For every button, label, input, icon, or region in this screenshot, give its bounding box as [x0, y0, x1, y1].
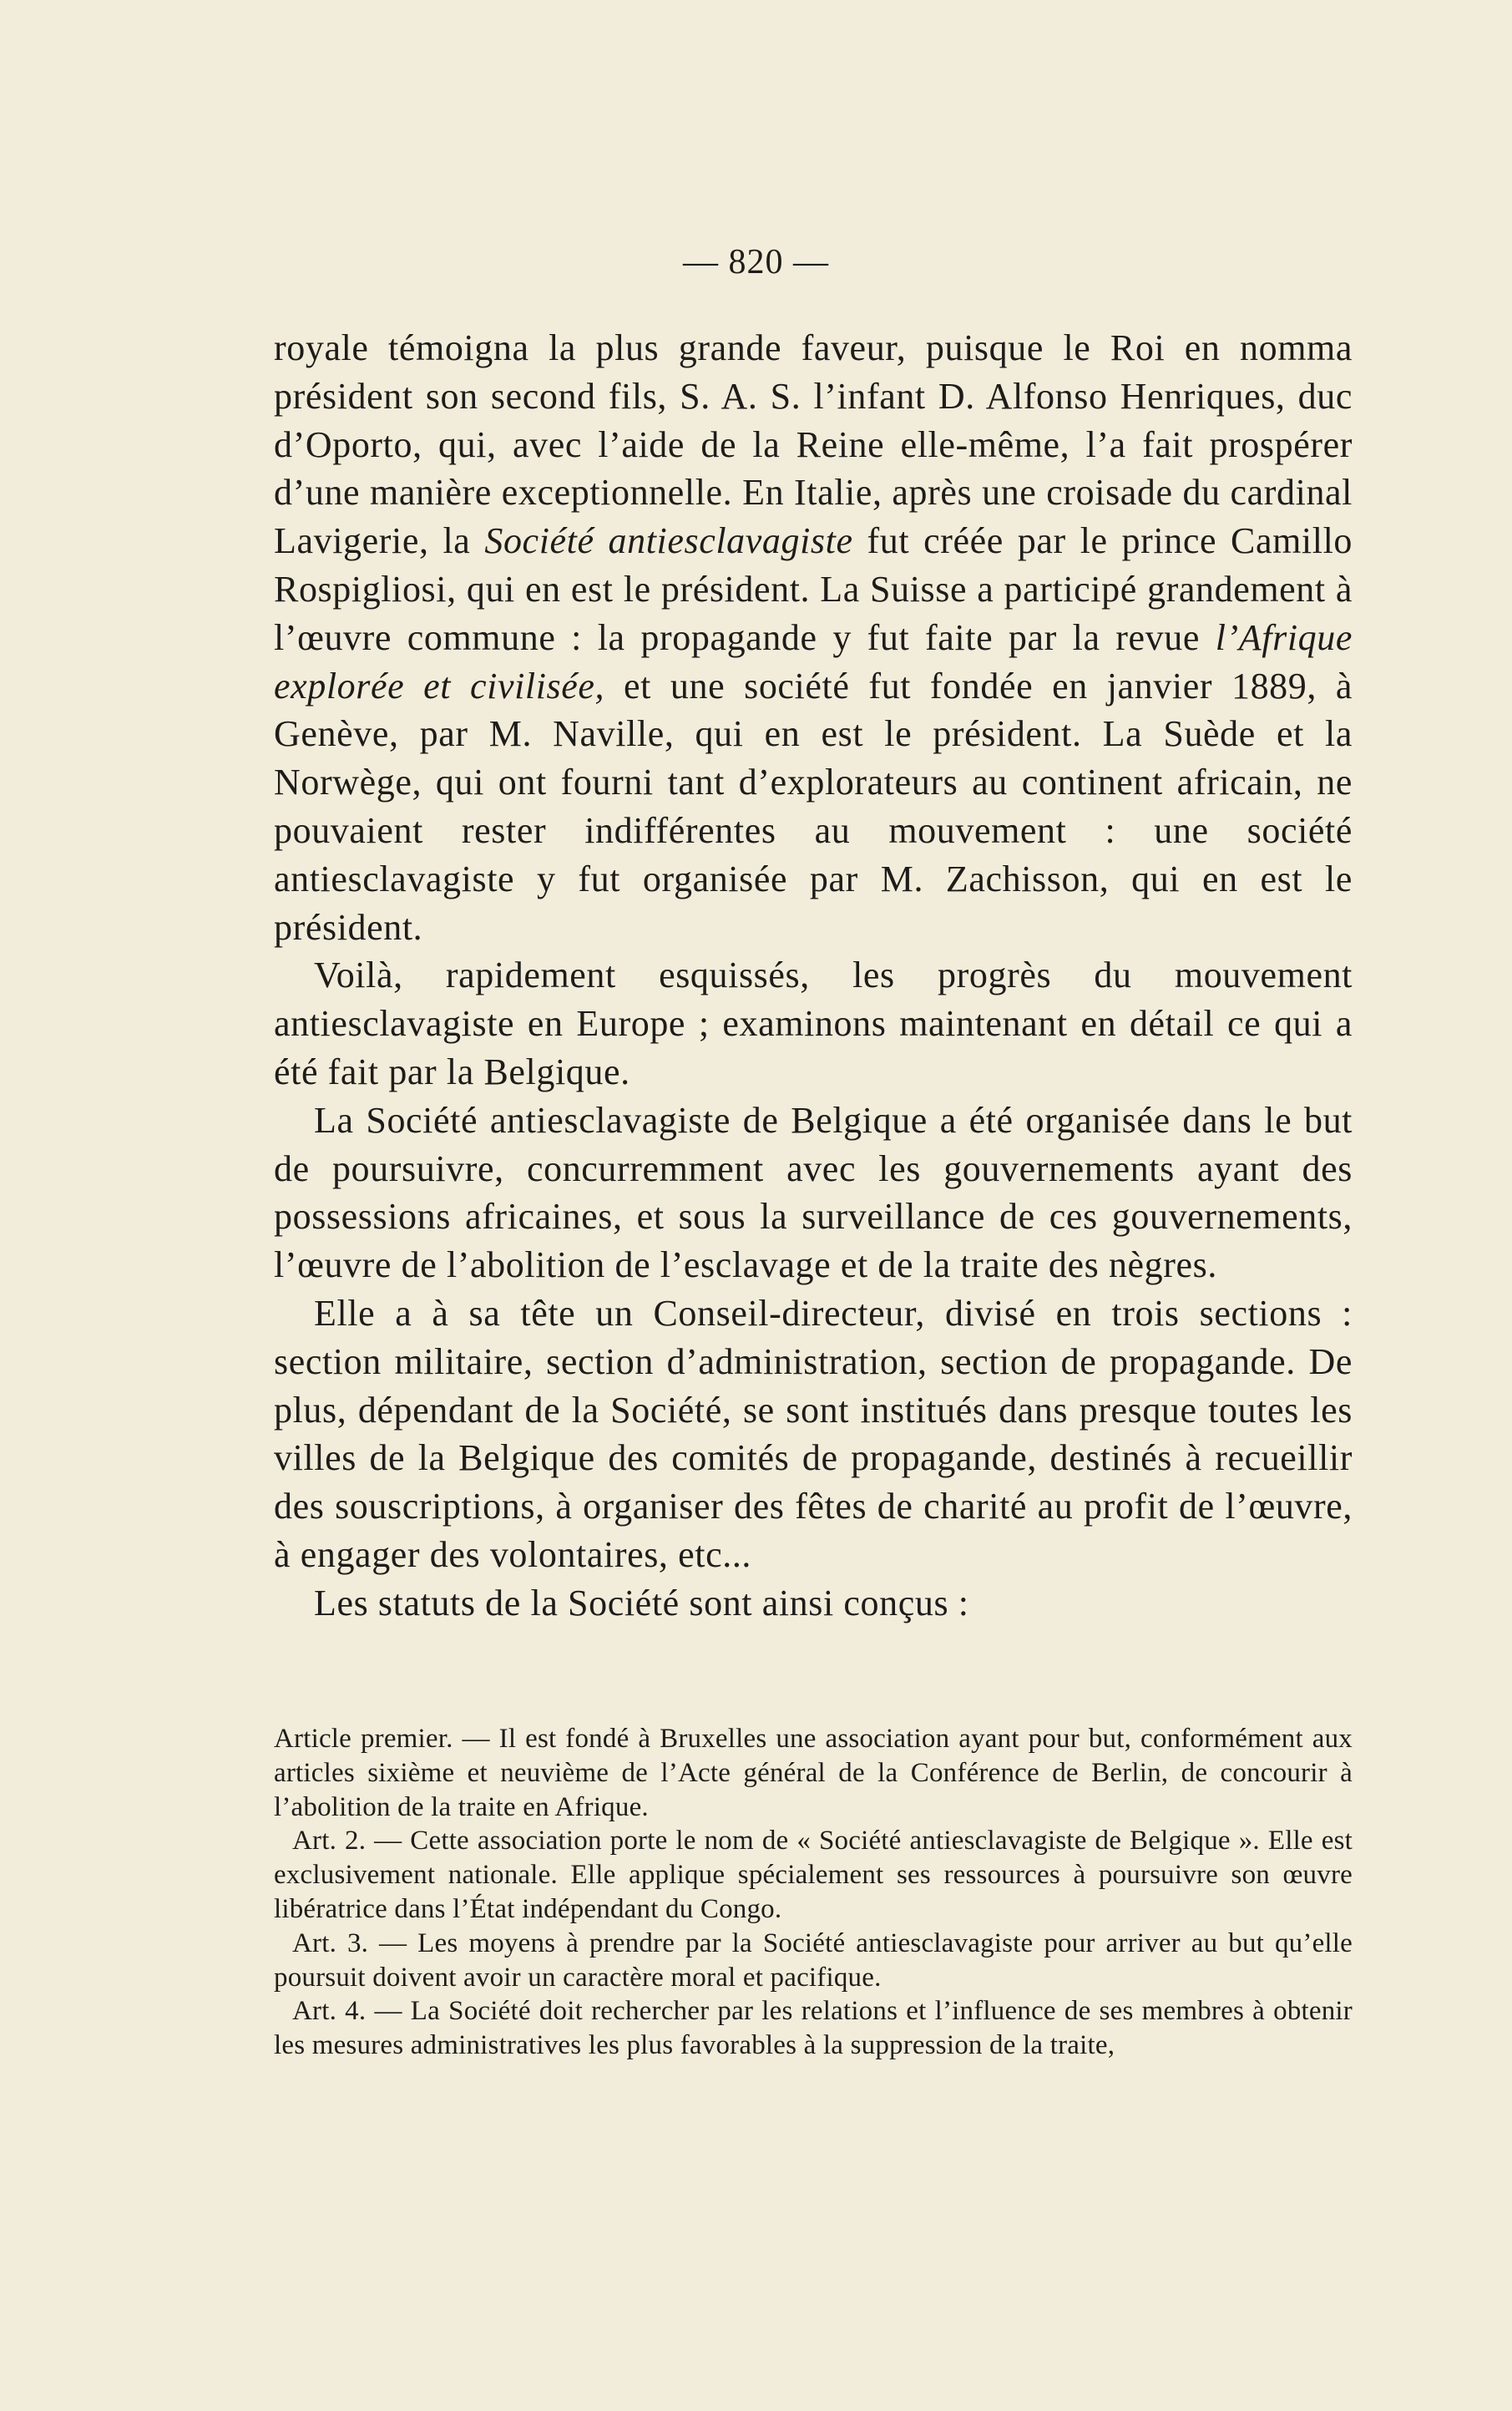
- paragraph-4: Elle a à sa tête un Conseil-directeur, divisé en trois sections : section militaire, section d’administration, section de propagande. De plus, dépendant de la Société, se sont institués dans presque toutes les villes de la Belgique des comités de propagande, destinés à recueillir des souscriptions, à organiser des fêtes de charité au profit de l’œuvre, à engager des volontaires, etc...: [274, 1292, 1353, 1575]
- page-number: — 820 —: [683, 243, 829, 281]
- paragraph-3: La Société antiesclavagiste de Belgique a été organisée dans le but de poursuivre, concurremment avec les gouvernements ayant des possessions africaines, et sous la surveillance de ces gouvernements, l’œuvre de l’abolition de l’esclavage et de la traite des nègres.: [274, 1099, 1353, 1286]
- article-4: Art. 4. — La Société doit rechercher par les relations et l’influence de ses membres à obtenir les mesures administratives les plus favorables à la suppression de la traite,: [274, 1996, 1353, 2061]
- italic-title-revue: l’Afrique explorée et civilisée,: [274, 616, 1353, 707]
- statutes-articles: [274, 1722, 1353, 2063]
- article-3: Art. 3. — Les moyens à prendre par la Société antiesclavagiste pour arriver au but qu’elle poursuit doivent avoir un caractère moral et pacifique.: [274, 1927, 1353, 1993]
- article-2: Art. 2. — Cette association porte le nom de « Société antiesclavagiste de Belgique ». Elle est exclusivement nationale. Elle applique spécialement ses ressources à poursuivre son œuvre libératrice dans l’État indépendant du Congo.: [274, 1826, 1353, 1924]
- body-text: [274, 324, 1353, 1628]
- italic-title-societe: Société antiesclavagiste: [484, 520, 853, 562]
- paragraph-1-part-3: et une société fut fondée en janvier 1889, à Genève, par M. Naville, qui en est le président. La Suède et la Norwège, qui ont fourni tant d’explorateurs au continent africain, ne pouvaient rester indifférentes au mouvement : une société antiesclavagiste y fut organisée par M. Zachisson, qui en est le président.: [274, 665, 1353, 948]
- paragraph-1-part-2: fut créée par le prince Camillo Rospigliosi, qui en est le président. La Suisse a participé grandement à l’œuvre commune : la propagande y fut faite par la revue: [274, 520, 1353, 658]
- paragraph-2: Voilà, rapidement esquissés, les progrès du mouvement antiesclavagiste en Europe ; examinons maintenant en détail ce qui a été fait par la Belgique.: [274, 955, 1353, 1092]
- paragraph-5: Les statuts de la Société sont ainsi conçus :: [314, 1582, 969, 1623]
- paragraph-1: [274, 324, 1353, 951]
- paragraph-1-part-1: royale témoigna la plus grande faveur, puisque le Roi en nomma président son second fils, S. A. S. l’infant D. Alfonso Henriques, duc d’Oporto, qui, avec l’aide de la Reine elle-même, l’a fait prospérer d’une manière exceptionnelle. En Italie, après une croisade du cardinal Lavigerie, la: [274, 327, 1353, 562]
- article-1: Article premier. — Il est fondé à Bruxelles une association ayant pour but, conformément aux articles sixième et neuvième de l’Acte général de la Conférence de Berlin, de concourir à l’abolition de la traite en Afrique.: [274, 1724, 1353, 1822]
